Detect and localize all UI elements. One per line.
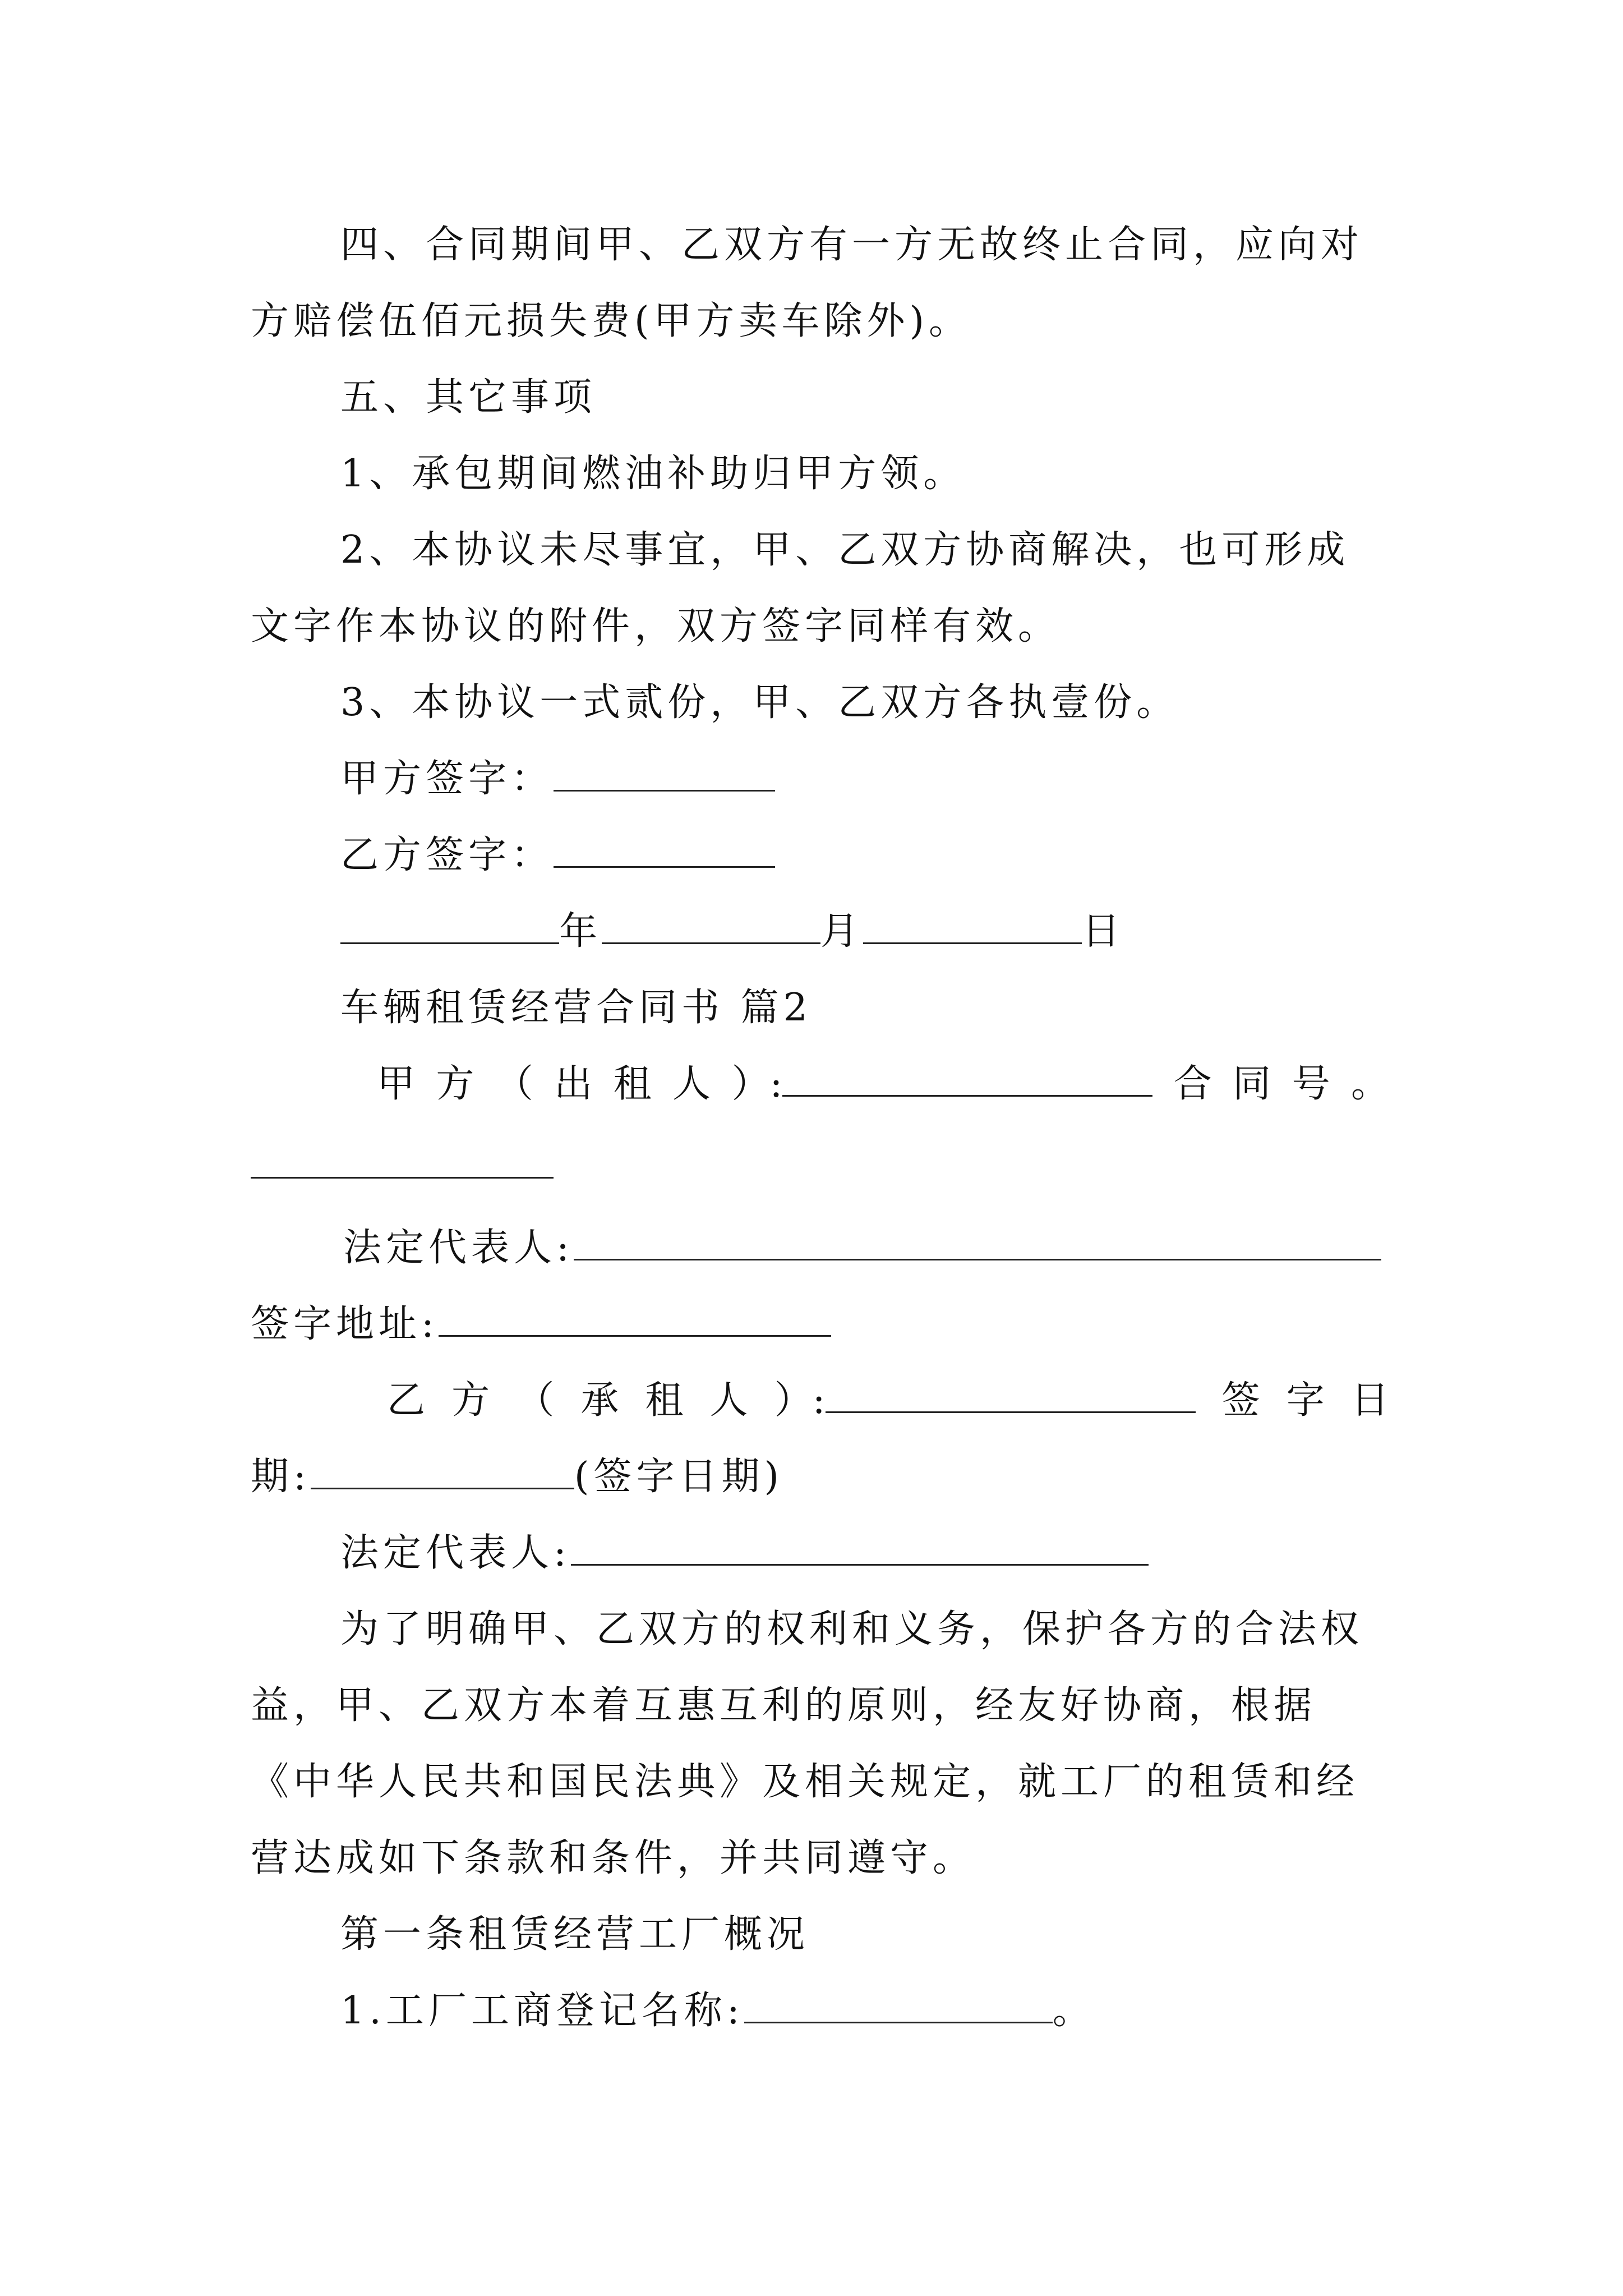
- lessee-colon: ）:: [774, 1378, 826, 1423]
- lessee-char: 人: [709, 1378, 748, 1423]
- article1-item1-end: 。: [1052, 1989, 1095, 2033]
- day-label: 日: [1082, 909, 1125, 954]
- section5-heading: 五、其它事项: [340, 375, 597, 420]
- lessor-blank[interactable]: [782, 1060, 1152, 1097]
- article1-item1-label: 1.工厂工商登记名称:: [340, 1989, 744, 2033]
- lessor-char: 租: [613, 1062, 652, 1106]
- preamble-line2: 益，甲、乙双方本着互惠互利的原则，经友好协商，根据: [251, 1683, 1317, 1728]
- party-a-signature-label: 甲方签字：: [340, 757, 554, 801]
- legal-rep-blank[interactable]: [574, 1224, 1381, 1260]
- lessor-row: [377, 1059, 1389, 1110]
- lessor-char: 方: [436, 1062, 474, 1106]
- sign-date-suffix: (签字日期): [574, 1455, 783, 1499]
- lessee-char: 方: [451, 1378, 490, 1423]
- preamble-line4: 营达成如下条款和条件，并共同遵守。: [251, 1836, 976, 1880]
- month-label: 月: [820, 909, 864, 954]
- sign-date-prefix: 期:: [251, 1455, 311, 1499]
- legal-rep-label: 法定代表人:: [343, 1226, 574, 1270]
- factory-name-blank[interactable]: [744, 1987, 1053, 2023]
- lessee-blank[interactable]: [826, 1377, 1196, 1413]
- legal-rep2-label: 法定代表人:: [340, 1531, 571, 1575]
- sign-date-char: 字: [1286, 1378, 1325, 1423]
- contract-no-char: 号: [1292, 1062, 1330, 1106]
- contract-no-char: 。: [1350, 1062, 1389, 1106]
- lessee-char: （: [516, 1378, 555, 1423]
- lessee-row: [387, 1375, 1389, 1426]
- lessee-label-end: [774, 1375, 1196, 1426]
- section5-item2-line1: 2、本协议未尽事宜，甲、乙双方协商解决，也可形成: [340, 528, 1350, 572]
- party-b-signature-row: [340, 830, 1389, 881]
- lessor-char: 甲: [377, 1062, 416, 1106]
- contract-no-blank[interactable]: [251, 1177, 554, 1179]
- lessor-colon: ）:: [731, 1062, 783, 1106]
- year-label: 年: [559, 909, 602, 954]
- section5-item2-line2: 文字作本协议的附件，双方签字同样有效。: [251, 604, 1061, 648]
- preamble-line3: 《中华人民共和国民法典》及相关规定，就工厂的租赁和经: [251, 1760, 1359, 1804]
- article1-item1-row: [340, 1986, 1389, 2036]
- contract-no-char: 同: [1233, 1062, 1271, 1106]
- party-b-signature-label: 乙方签字：: [340, 833, 554, 877]
- party-a-signature-blank[interactable]: [554, 755, 775, 792]
- section4-line2: 方赔偿伍佰元损失费(甲方卖车除外)。: [251, 299, 972, 343]
- sign-date-char: 日: [1350, 1378, 1389, 1423]
- lessor-label-end: [731, 1059, 1152, 1110]
- day-blank[interactable]: [863, 908, 1082, 944]
- sign-date-blank[interactable]: [311, 1453, 574, 1489]
- preamble-line1: 为了明确甲、乙双方的权利和义务，保护各方的合法权: [340, 1607, 1364, 1651]
- lessee-char: 租: [645, 1378, 684, 1423]
- section4-line1: 四、合同期间甲、乙双方有一方无故终止合同，应向对: [340, 223, 1364, 267]
- month-blank[interactable]: [602, 908, 820, 944]
- contract-no-char: 合: [1173, 1062, 1212, 1106]
- legal-rep2-blank[interactable]: [571, 1529, 1149, 1566]
- legal-rep2-row: [340, 1528, 1389, 1579]
- lessee-char: 乙: [387, 1378, 426, 1423]
- legal-rep-row: [343, 1223, 1389, 1273]
- sign-address-blank[interactable]: [439, 1300, 831, 1337]
- contract2-title: 车辆租赁经营合同书 篇2: [340, 986, 812, 1030]
- party-b-signature-blank[interactable]: [554, 831, 775, 868]
- section5-item1: 1、承包期间燃油补助归甲方领。: [340, 452, 966, 496]
- party-a-signature-row: [340, 754, 1389, 804]
- sign-date-row: [251, 1452, 1389, 1502]
- lessor-char: 出: [554, 1062, 593, 1106]
- date-row: [340, 907, 1389, 957]
- sign-address-row: [251, 1299, 1389, 1350]
- lessor-char: 人: [672, 1062, 711, 1106]
- section5-item3: 3、本协议一式贰份，甲、乙双方各执壹份。: [340, 680, 1179, 725]
- year-blank[interactable]: [340, 908, 559, 944]
- sign-address-label: 签字地址:: [251, 1302, 439, 1346]
- article1-heading: 第一条租赁经营工厂概况: [340, 1912, 810, 1957]
- lessee-char: 承: [580, 1378, 619, 1423]
- lessor-char: （: [495, 1062, 533, 1106]
- sign-date-char: 签: [1221, 1378, 1260, 1423]
